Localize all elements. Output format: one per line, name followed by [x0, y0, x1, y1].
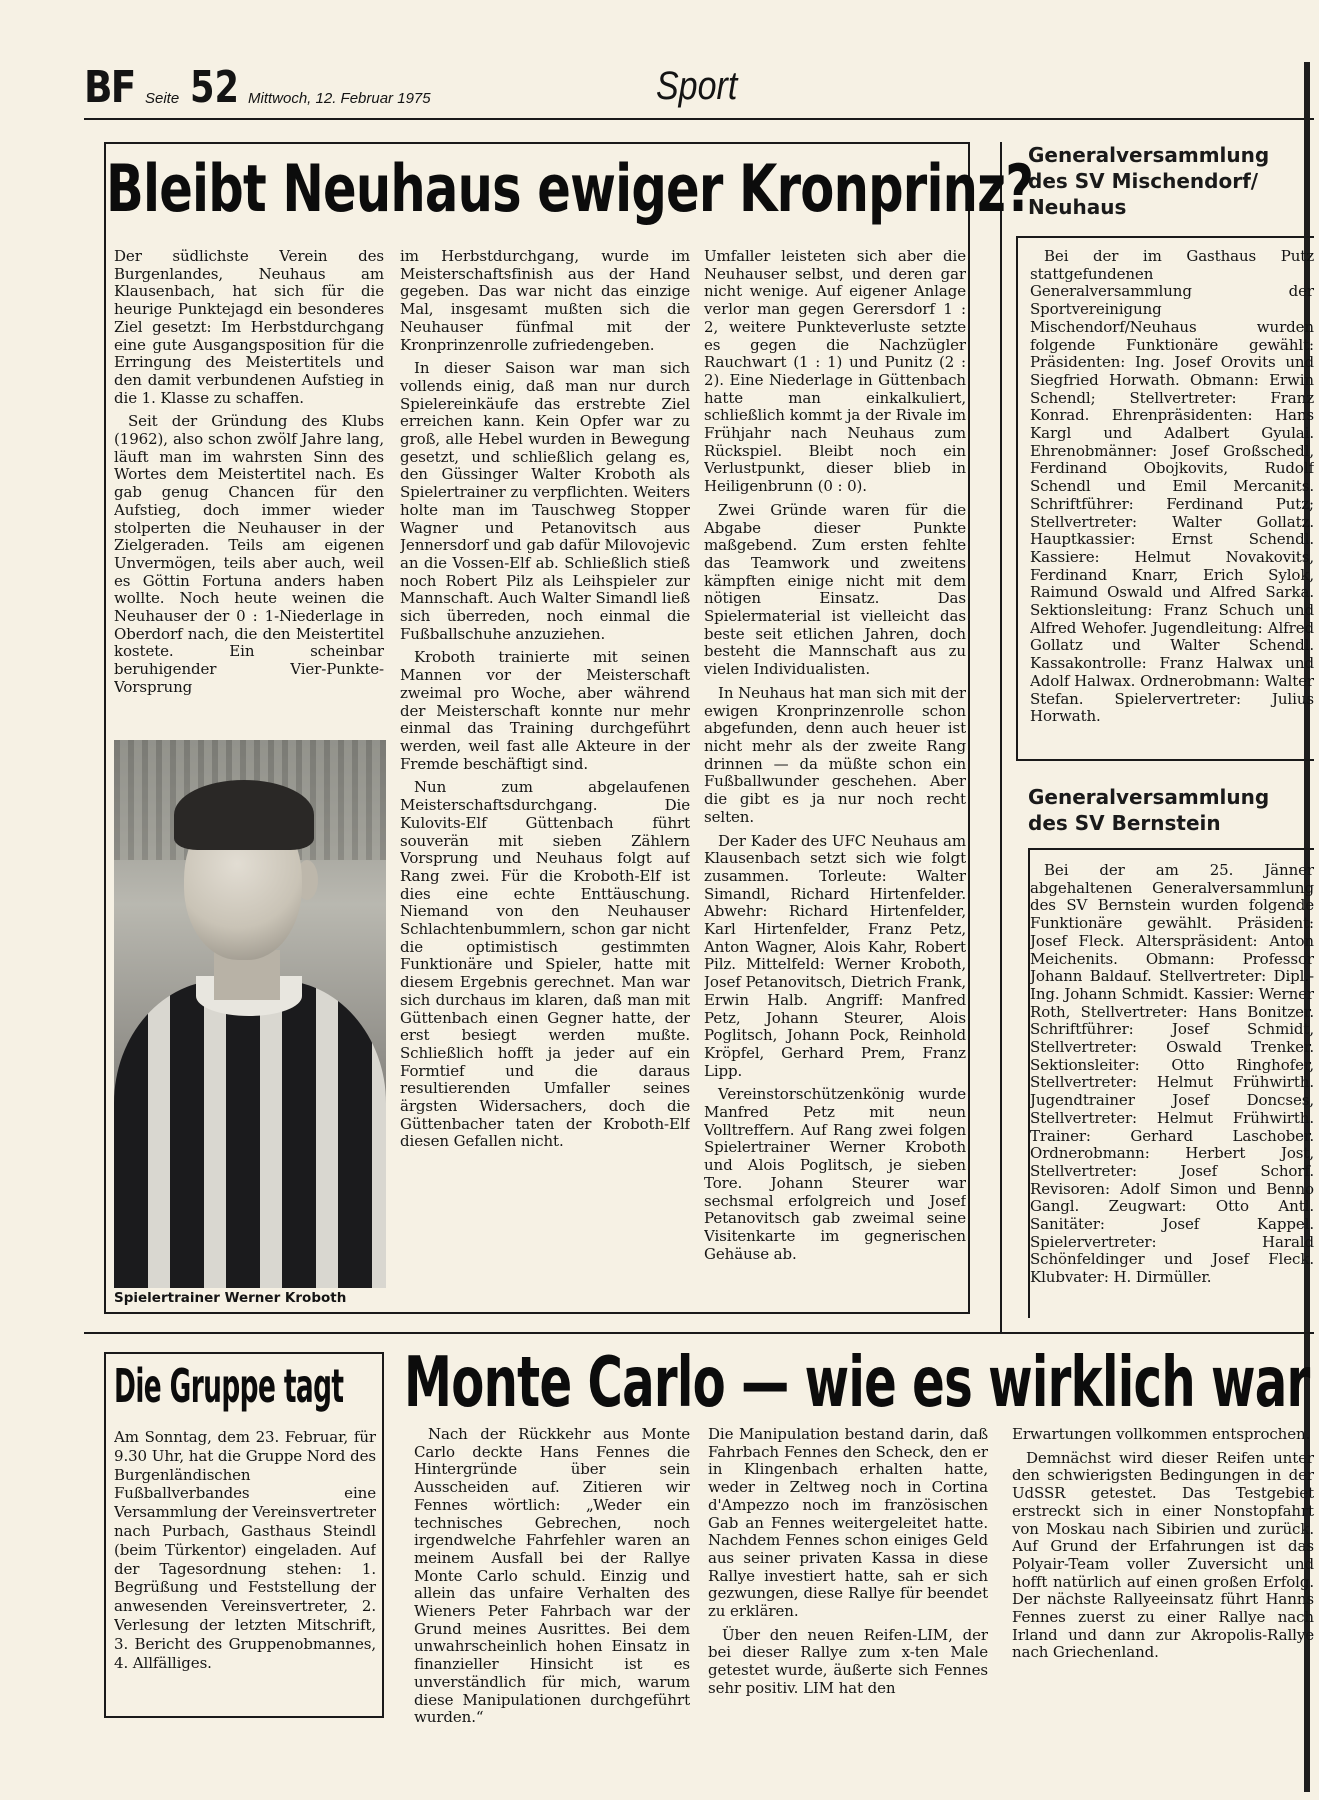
paragraph: In Neuhaus hat man sich mit der ewigen Kronprinzenrolle schon abgefunden, denn auch heuer ist nicht mehr als der zweite Rang drinnen — da müßte schon ein Fußballwunder geschehen. Aber die gibt es ja nur noch recht selten.	[704, 683, 966, 826]
paragraph: Umfaller leisteten sich aber die Neuhauser selbst, und deren gar nicht wenige. Auf eigener Anlage verlor man gegen Gerersdorf 1 : 2, weitere Punkteverluste setzte es gegen die Nachzügler Rauchwart (1 : 1) und Punitz (2 : 2). Eine Niederlage in Güttenbach hatte man einkalkuliert, schließlich kommt ja der Rivale im Frühjahr nach Neuhaus zum Rückspiel. Bleibt noch ein Verlustpunkt, dieser blieb in Heiligenbrunn (0 : 0).	[704, 248, 966, 496]
photo-caption: Spielertrainer Werner Kroboth	[114, 1290, 347, 1306]
paragraph: Bei der am 25. Jänner abgehaltenen Generalversammlung des SV Bernstein wurden folgende Funktionäre gewählt. Präsident: Josef Fleck. Alterspräsident: Anton Meichenits. Obmann: Professor Johann Baldauf. Stellvertreter: Dipl.-Ing. Johann Schmidt. Kassier: Werner Roth, Stellvertreter: Hans Bonitzer. Schriftführer: Josef Schmidt, Stellvertreter: Oswald Trenker. Sektionsleiter: Otto Ringhofer, Stellvertreter: Helmut Frühwirth. Jugendtrainer Josef Doncses, Stellvertreter: Helmut Frühwirth. Trainer: Gerhard Laschober. Ordnerobmann: Herbert Jost, Stellvertreter: Josef Schorf. Revisoren: Adolf Simon und Benno Gangl. Zeugwart: Otto Antl. Sanitäter: Josef Kappel. Spielervertreter: Harald Schönfeldinger und Josef Fleck. Klubvater: H. Dirmüller.	[1030, 862, 1314, 1287]
section-title: Sport	[656, 64, 738, 108]
paragraph: Der Kader des UFC Neuhaus am Klausenbach setzt sich wie folgt zusammen. Torleute: Walter Simandl, Richard Hirtenfelder. Abwehr: Richard Hirtenfelder, Karl Hirtenfelder, Franz Petz, Anton Wagner, Alois Kahr, Robert Pilz. Mittelfeld: Werner Kroboth, Josef Petanovitsch, Dietrich Frank, Erwin Halb. Angriff: Manfred Petz, Johann Steurer, Alois Poglitsch, Johann Pock, Reinhold Kröpfel, Gerhard Prem, Franz Lipp.	[704, 831, 966, 1080]
monte-carlo-headline: Monte Carlo — wie es wirklich war	[404, 1342, 1310, 1423]
paragraph: Nach der Rückkehr aus Monte Carlo deckte Hans Fennes die Hintergründe über sein Ausscheiden auf. Zitieren wir Fennes wörtlich: „Weder ein technisches Gebrechen, noch irgendwelche Fahrfehler waren an meinem Ausfall bei der Rallye Monte Carlo schuld. Einzig und allein das unfaire Verhalten des Wieners Peter Fahrbach war der Grund meines Ausrittes. Bei dem unwahrscheinlich hohen Einsatz in finanzieller Hinsicht ist es unverständlich für mich, warum diese Manipulationen durchgeführt wurden.“	[414, 1426, 690, 1726]
main-article-column-3	[704, 248, 966, 1308]
paragraph: Am Sonntag, dem 23. Februar, für 9.30 Uhr, hat die Gruppe Nord des Burgenländischen Fußballverbandes eine Versammlung der Vereinsvertreter nach Purbach, Gasthaus Steindl (beim Türkentor) eingeladen. Auf der Tagesordnung stehen: 1. Begrüßung und Feststellung der anwesenden Vereinsvertreter, 2. Verlesung der letzten Mitschrift, 3. Bericht des Gruppenobmannes, 4. Allfälliges.	[114, 1428, 376, 1672]
paragraph: Kroboth trainierte mit seinen Mannen vor der Meisterschaft zweimal pro Woche, aber während der Meisterschaft konnte nur mehr einmal das Training durchgeführt werden, weil fast alle Akteure in der Fremde beschäftigt sind.	[400, 648, 690, 773]
issue-date: Mittwoch, 12. Februar 1975	[248, 90, 431, 107]
sidebar-divider	[1000, 142, 1002, 1332]
page-label: Seite	[145, 90, 180, 107]
paragraph: Nun zum abgelaufenen Meisterschaftsdurchgang. Die Kulovits-Elf Güttenbach führt souverän mit sieben Zählern Vorsprung und Neuhaus folgt auf Rang zwei. Für die Kroboth-Elf ist dies eine echte Enttäuschung. Niemand von den Neuhauser Schlachtenbummlern, schon gar nicht die optimistisch gestimmten Funktionäre und Spieler, hatte mit diesem Ergebnis gerechnet. Man war sich durchaus im klaren, daß man mit Güttenbach einen Gegner hatte, der erst besiegt werden mußte. Schließlich hofft ja jeder auf ein Formtief und die daraus resultierenden Umfaller seines ärgsten Widersachers, doch die Güttenbacher taten der Kroboth-Elf diesen Gefallen nicht.	[400, 778, 690, 1151]
brand-logo: BF	[84, 62, 135, 113]
sidebar-2-body	[1030, 862, 1314, 1318]
paragraph: Erwartungen vollkommen entsprochen.	[1012, 1426, 1311, 1443]
paragraph: In dieser Saison war man sich vollends einig, daß man nur durch Spielereinkäufe das erstrebte Ziel erreichen kann. Kein Opfer war zu groß, alle Hebel wurden in Bewegung gesetzt, und schließlich gelang es, den Güssinger Walter Kroboth als Spielertrainer zu verpflichten. Weiters holte man im Tauschweg Stopper Wagner und Petanovitsch aus Jennersdorf und gab dafür Milovojevic an die Vossen-Elf ab. Schließlich stieß noch Robert Pilz als Leihspieler zur Mannschaft. Auch Walter Simandl ließ sich überreden, noch einmal die Fußballschuhe anzuziehen.	[400, 359, 690, 643]
sidebar-1-body	[1030, 248, 1314, 748]
monte-carlo-column-3	[1012, 1426, 1314, 1726]
paragraph: im Herbstdurchgang, wurde im Meisterschaftsfinish aus der Hand gegeben. Das war nicht das einzige Mal, insgesamt mußten sich die Neuhauser fünfmal mit der Kronprinzenrolle zufriedengeben.	[400, 248, 690, 354]
paragraph: Zwei Gründe waren für die Abgabe dieser Punkte maßgebend. Zum ersten fehlte das Teamwork und zweitens kämpften einige nicht mit dem nötigen Einsatz. Das Spielermaterial ist vielleicht das beste seit etlichen Jahren, doch besteht die Mannschaft aus zu vielen Individualisten.	[704, 500, 966, 679]
paragraph: Bei der im Gasthaus Putz stattgefundenen Generalversammlung der Sportvereinigung Mischendorf/Neuhaus wurden folgende Funktionäre gewählt: Präsidenten: Ing. Josef Orovits und Siegfried Horwath. Obmann: Erwin Schendl; Stellvertreter: Franz Konrad. Ehrenpräsidenten: Hans Kargl und Adalbert Gyulai. Ehrenobmänner: Josef Großschedl, Ferdinand Obojkovits, Rudolf Schendl und Emil Mercanits. Schriftführer: Ferdinand Putz; Stellvertreter: Walter Gollatz. Hauptkassier: Ernst Schendl. Kassiere: Helmut Novakovits, Ferdinand Knarr, Erich Sylok, Raimund Oswald und Alfred Sarka. Sektionsleitung: Franz Schuch und Alfred Wehofer. Jugendleitung: Alfred Gollatz und Walter Schendl. Kassakontrolle: Franz Halwax und Adolf Halwax. Ordnerobmann: Walter Stefan. Spielervertreter: Julius Horwath.	[1030, 248, 1314, 726]
top-rule	[84, 118, 1314, 120]
gruppe-body	[114, 1428, 376, 1718]
sidebar-2-headline: Generalversammlung des SV Bernstein	[1028, 785, 1270, 835]
paragraph: Über den neuen Reifen-LIM, der bei dieser Rallye zum x-ten Male getestet wurde, äußerte sich Fennes sehr positiv. LIM hat den	[708, 1625, 988, 1697]
main-headline: Bleibt Neuhaus ewiger Kronprinz?	[106, 150, 1034, 227]
gruppe-headline: Die Gruppe tagt	[114, 1360, 344, 1414]
middle-rule	[84, 1332, 1314, 1334]
paragraph: Der südlichste Verein des Burgenlandes, Neuhaus am Klausenbach, hat sich für die heurige Punktejagd ein besonderes Ziel gesetzt: Im Herbstdurchgang eine gute Ausgangsposition für die Erringung des Meistertitels und den damit verbundenen Aufstieg in die 1. Klasse zu schaffen.	[114, 248, 384, 407]
monte-carlo-column-1	[414, 1426, 690, 1726]
sidebar-1-headline: Generalversammlung des SV Mischendorf/ Neuhaus	[1028, 143, 1270, 219]
paragraph: Vereinstorschützenkönig wurde Manfred Petz mit neun Volltreffern. Auf Rang zwei folgen Spielertrainer Werner Kroboth und Alois Poglitsch, je sieben Tore. Johann Steurer war sechsmal erfolgreich und Josef Petanovitsch gab zweimal seine Visitenkarte im gegnerischen Gehäuse ab.	[704, 1085, 966, 1263]
portrait-photo	[114, 740, 386, 1288]
paragraph: Demnächst wird dieser Reifen unter den schwierigsten Bedingungen in der UdSSR getestet. Das Testgebiet erstreckt sich in einer Nonstopfahrt von Moskau nach Sibirien und zurück. Auf Grund der Erfahrungen ist das Polyair-Team voller Zuversicht und hofft natürlich auf einen großen Erfolg. Der nächste Rallyeeinsatz führt Hanns Fennes zuerst zu einer Rallye nach Irland und dann zur Akropolis-Rallye nach Griechenland.	[1012, 1448, 1314, 1662]
page-number: 52	[190, 62, 239, 113]
monte-carlo-column-2	[708, 1426, 988, 1726]
paragraph: Seit der Gründung des Klubs (1962), also schon zwölf Jahre lang, läuft man im wahrsten Sinn des Wortes dem Meistertitel nach. Es gab genug Chancen für den Aufstieg, doch immer wieder stolperten die Neuhauser in der Zielgeraden. Teils am eigenen Unvermögen, teils aber auch, weil es Göttin Fortuna anders haben wollte. Noch heute weinen die Neuhauser der 0 : 1-Niederlage in Oberdorf nach, die den Meistertitel kostete. Ein scheinbar beruhigender Vier-Punkte-Vorsprung	[114, 412, 384, 696]
paragraph: Die Manipulation bestand darin, daß Fahrbach Fennes den Scheck, den er in Klingenbach erhalten hatte, weder in Zeltweg noch in Cortina d'Ampezzo noch im französischen Gab an Fennes weitergeleitet hatte. Nachdem Fennes schon einiges Geld aus seiner privaten Kassa in diese Rallye investiert hatte, sah er sich gezwungen, diese Rallye für beendet zu erklären.	[708, 1426, 988, 1621]
main-article-column-1	[114, 248, 384, 736]
main-article-column-2	[400, 248, 690, 1308]
